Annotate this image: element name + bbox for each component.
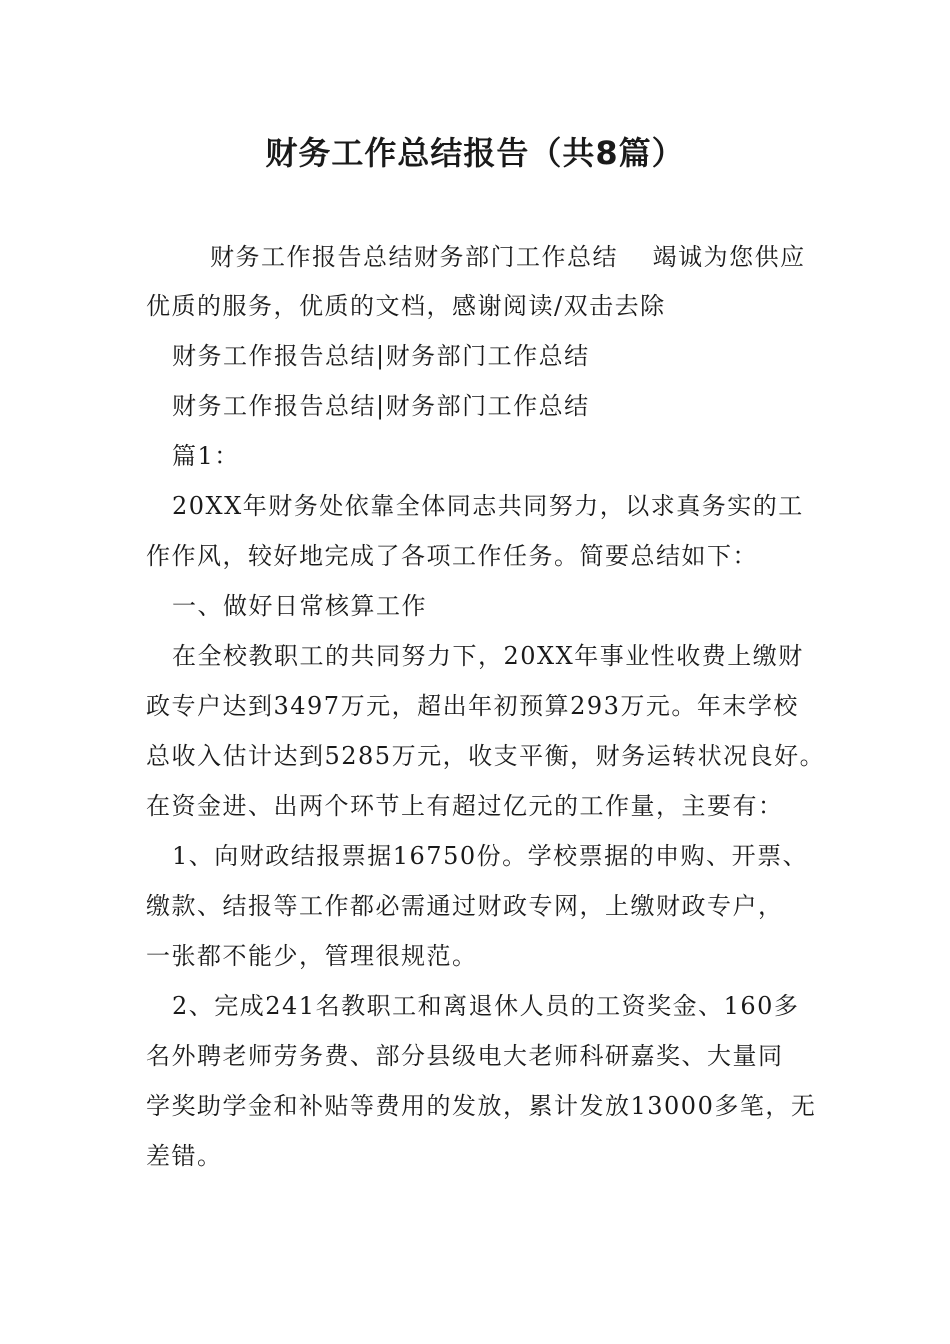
subtitle-line-2: 财务工作报告总结|财务部门工作总结	[172, 392, 590, 420]
paragraph-line: 在资金进、出两个环节上有超过亿元的工作量，主要有：	[146, 792, 784, 820]
list-item-2-line: 名外聘老师劳务费、部分县级电大老师科研嘉奖、大量同	[146, 1042, 784, 1070]
list-item-1-line: 1、向财政结报票据16750份。学校票据的申购、开票、	[172, 842, 809, 870]
paragraph-line: 总收入估计达到5285万元，收支平衡，财务运转状况良好。	[146, 742, 826, 770]
document-title: 财务工作总结报告（共8篇）	[265, 134, 685, 172]
paragraph-line: 政专户达到3497万元，超出年初预算293万元。年末学校	[146, 692, 799, 720]
list-item-2-line: 差错。	[146, 1142, 223, 1170]
list-item-1-line: 缴款、结报等工作都必需通过财政专网，上缴财政专户，	[146, 892, 784, 920]
chapter-heading: 篇1：	[172, 442, 240, 470]
list-item-2-line: 学奖助学金和补贴等费用的发放，累计发放13000多笔，无	[146, 1092, 817, 1120]
subtitle-line-1: 财务工作报告总结|财务部门工作总结	[172, 342, 590, 370]
list-item-1-line: 一张都不能少，管理很规范。	[146, 942, 478, 970]
paragraph-line: 作作风，较好地完成了各项工作任务。简要总结如下：	[146, 542, 758, 570]
paragraph-line: 20XX年财务处依靠全体同志共同努力，以求真务实的工	[172, 492, 804, 520]
intro-line-1: 财务工作报告总结财务部门工作总结 竭诚为您供应	[210, 243, 806, 271]
paragraph-line: 在全校教职工的共同努力下，20XX年事业性收费上缴财	[172, 642, 804, 670]
list-item-2-line: 2、完成241名教职工和离退休人员的工资奖金、160多	[172, 992, 800, 1020]
section-heading: 一、做好日常核算工作	[172, 592, 427, 620]
intro-line-2: 优质的服务，优质的文档，感谢阅读/双击去除	[146, 292, 666, 320]
